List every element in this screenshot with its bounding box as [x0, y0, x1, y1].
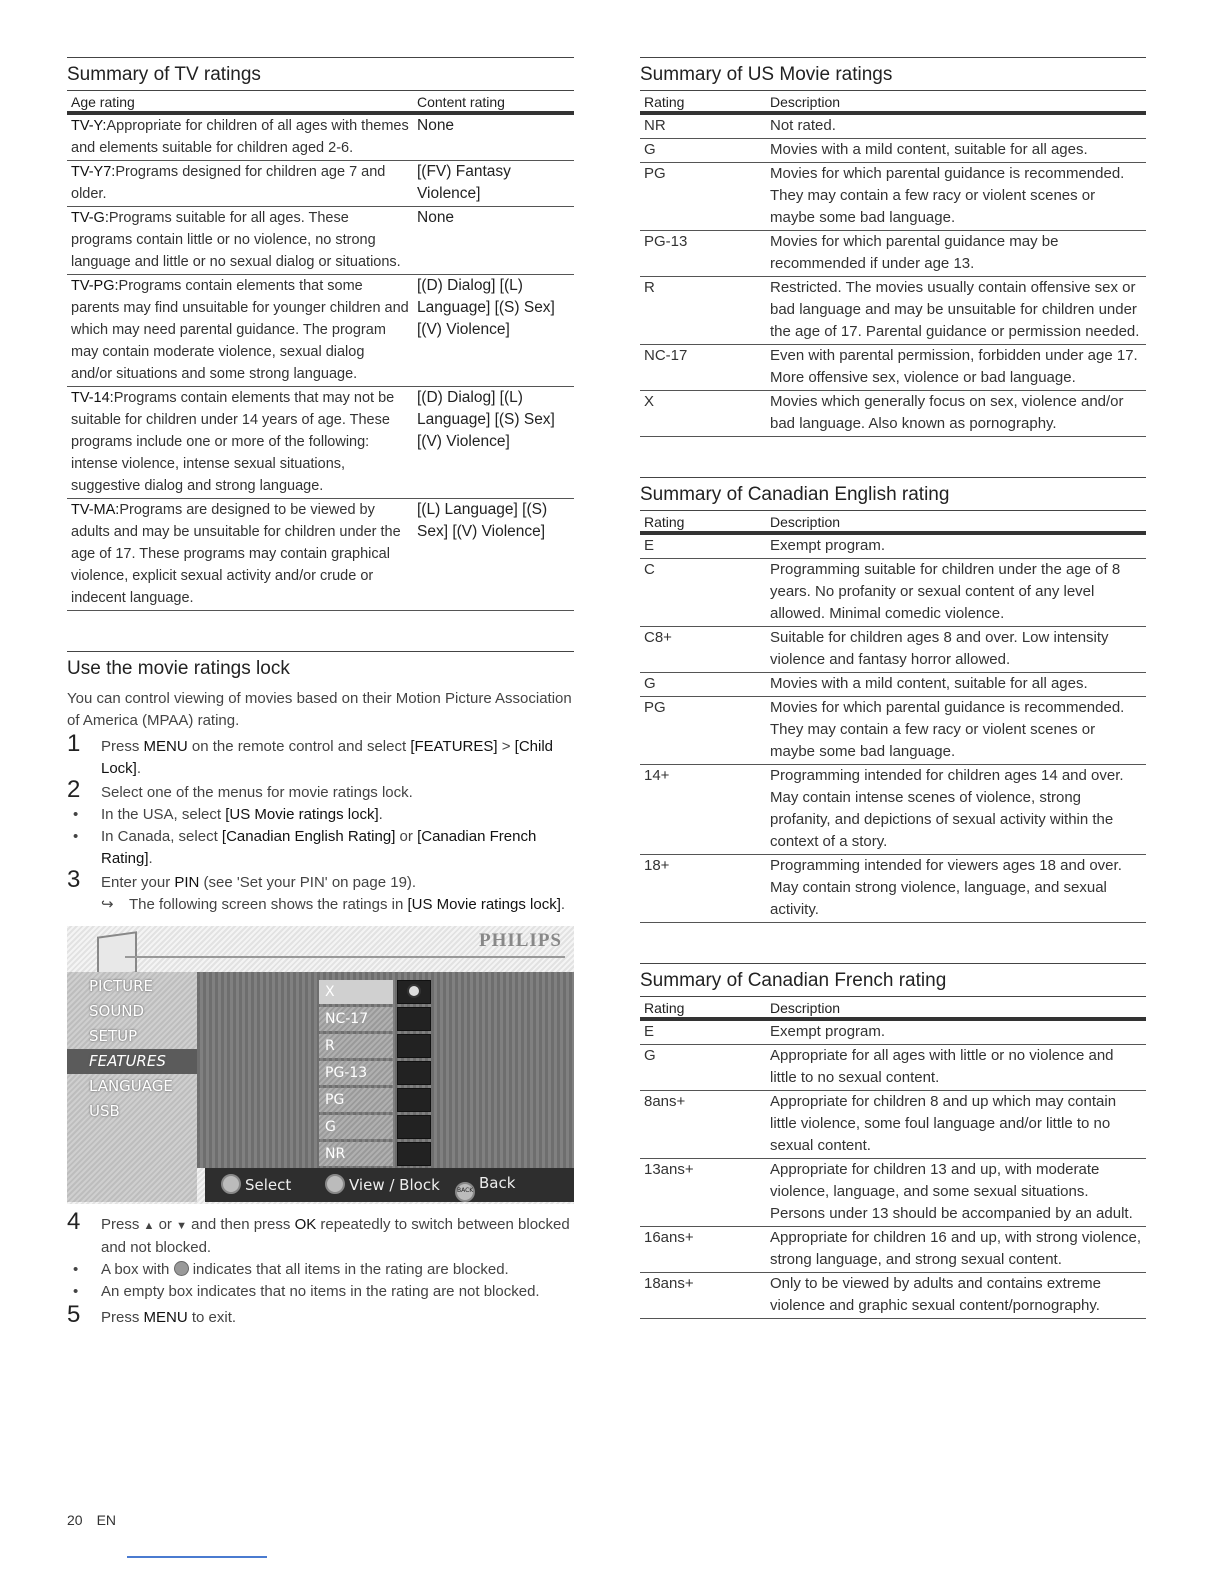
rating-cell: NR — [640, 113, 766, 139]
menu-key: MENU — [143, 738, 188, 755]
bullet-text: In Canada, select — [101, 828, 222, 845]
description-cell: Only to be viewed by adults and contains extreme violence and graphic sexual content/pornography. — [766, 1273, 1146, 1319]
child-lock-option: [Child Lock] — [101, 738, 554, 777]
result-arrow-icon: ↪ — [101, 896, 114, 913]
rating-item[interactable]: R — [319, 1034, 393, 1058]
features-option: [FEATURES] — [410, 738, 498, 755]
us-lock-option: [US Movie ratings lock] — [407, 896, 561, 913]
rating-description: Appropriate for children of all ages with themes and elements suitable for children aged 2-6. — [71, 118, 409, 156]
step-text: Select one of the menus for movie ratings lock. — [101, 784, 413, 801]
table-row — [640, 391, 1146, 437]
rating-code: TV-PG: — [71, 278, 119, 294]
table-row — [640, 345, 1146, 391]
rating-cell: 18+ — [640, 855, 766, 923]
tv-ratings-table — [67, 90, 574, 611]
step-text: Enter your — [101, 874, 175, 891]
table-row — [640, 673, 1146, 697]
menu-key: MENU — [143, 1309, 188, 1326]
lock-icon — [174, 1261, 189, 1276]
step-number: 1 — [67, 730, 81, 757]
bullet-text: . — [378, 806, 383, 823]
bullet-text: A box with — [101, 1261, 174, 1278]
description-cell: Appropriate for children 8 and up which may contain little violence, some foul language and/or little to no sexual content. — [766, 1091, 1146, 1159]
step-text: > — [497, 738, 515, 755]
description-cell: Not rated. — [766, 113, 1146, 139]
left-column — [67, 57, 574, 1329]
step-text: or — [154, 1216, 177, 1233]
bullet-box-locked — [67, 1259, 574, 1281]
table-header-row — [67, 91, 574, 114]
rating-code: TV-MA: — [71, 502, 120, 518]
tv-ratings-title: Summary of TV ratings — [67, 57, 574, 90]
rating-cell: 16ans+ — [640, 1227, 766, 1273]
language-code: EN — [96, 1512, 117, 1528]
rating-cell: R — [640, 277, 766, 345]
age-rating-cell — [67, 275, 413, 387]
pin-key: PIN — [174, 874, 200, 891]
bullet-canada — [67, 826, 574, 870]
rating-cell: 8ans+ — [640, 1091, 766, 1159]
table-row — [67, 113, 574, 161]
description-cell: Exempt program. — [766, 1019, 1146, 1045]
age-rating-cell — [67, 387, 413, 499]
ca-english-table — [640, 510, 1146, 923]
step-text: Press — [101, 738, 144, 755]
rating-item[interactable]: NC-17 — [319, 1007, 393, 1031]
step-text: Press — [101, 1216, 144, 1233]
rating-cell: PG — [640, 697, 766, 765]
bullet-text: . — [148, 850, 153, 867]
description-cell: Suitable for children ages 8 and over. Low intensity violence and fantasy horror allowed. — [766, 627, 1146, 673]
content-rating-cell: [(D) Dialog] [(L) Language] [(S) Sex] [(V) Violence] — [413, 387, 574, 499]
ca-french-table — [640, 996, 1146, 1319]
description-cell: Movies which generally focus on sex, violence and/or bad language. Also known as pornography. — [766, 391, 1146, 437]
rating-cell: 13ans+ — [640, 1159, 766, 1227]
bullet-dot: • — [73, 1283, 79, 1300]
rating-description: Programs designed for children age 7 and older. — [71, 164, 386, 202]
step-2 — [67, 776, 574, 804]
up-arrow-icon: ▲ — [143, 1220, 155, 1232]
bullet-text: indicates that all items in the rating are blocked. — [188, 1261, 509, 1278]
description-cell: Movies for which parental guidance is recommended. They may contain a few racy or violent scenes or maybe some bad language. — [766, 163, 1146, 231]
content-rating-cell: [(L) Language] [(S) Sex] [(V) Violence] — [413, 499, 574, 611]
block-checkbox[interactable] — [397, 1142, 431, 1166]
result-text: The following screen shows the ratings in — [129, 896, 408, 913]
rating-cell: C — [640, 559, 766, 627]
rating-description: Programs contain elements that may not be suitable for children under 14 years of age. These programs include one or more of the following: intense violence, intense sexual situations, suggestive dialog and strong language. — [71, 390, 395, 494]
us-movie-title: Summary of US Movie ratings — [640, 57, 1146, 90]
back-hint — [455, 1174, 515, 1202]
rating-item[interactable]: PG-13 — [319, 1061, 393, 1085]
column-header: Age rating — [67, 91, 413, 114]
table-row — [640, 627, 1146, 673]
description-cell: Programming intended for children ages 14 and over. May contain intense scenes of violence, strong profanity, and depictions of sexual activity within the context of a story. — [766, 765, 1146, 855]
rating-item[interactable]: G — [319, 1115, 393, 1139]
column-header: Rating — [640, 997, 766, 1020]
rating-code: TV-Y: — [71, 118, 107, 134]
table-row — [640, 533, 1146, 559]
description-cell: Movies for which parental guidance is recommended. They may contain a few racy or violent scenes or maybe some bad language. — [766, 697, 1146, 765]
age-rating-cell — [67, 207, 413, 275]
rating-cell: 14+ — [640, 765, 766, 855]
table-row — [640, 1019, 1146, 1045]
rating-cell: G — [640, 139, 766, 163]
table-header-row — [640, 91, 1146, 114]
block-checkbox[interactable] — [397, 1007, 431, 1031]
description-cell: Programming intended for viewers ages 18 and over. May contain strong violence, language, and sexual activity. — [766, 855, 1146, 923]
step-text: on the remote control and select — [187, 738, 411, 755]
age-rating-cell — [67, 499, 413, 611]
table-row — [640, 765, 1146, 855]
bullet-usa — [67, 804, 574, 826]
step-text: . — [136, 760, 142, 777]
navigate-icon — [221, 1174, 241, 1194]
block-checkbox[interactable] — [397, 1088, 431, 1112]
table-row — [67, 161, 574, 207]
page-footer — [67, 1512, 116, 1528]
divider — [125, 956, 565, 958]
column-header: Rating — [640, 91, 766, 114]
table-row — [640, 113, 1146, 139]
block-checkbox[interactable] — [397, 1115, 431, 1139]
step-number: 5 — [67, 1301, 81, 1328]
step-text: to exit. — [187, 1309, 237, 1326]
rating-code: TV-G: — [71, 210, 109, 226]
table-row — [67, 207, 574, 275]
rating-cell: E — [640, 1019, 766, 1045]
right-column — [640, 57, 1146, 1319]
step-number: 2 — [67, 776, 81, 803]
step-1 — [67, 730, 574, 780]
rating-cell: C8+ — [640, 627, 766, 673]
table-row — [640, 163, 1146, 231]
rating-cell: NC-17 — [640, 345, 766, 391]
us-lock-option: [US Movie ratings lock] — [225, 806, 379, 823]
menu-item-picture[interactable]: PICTURE — [89, 977, 153, 995]
rating-description: Programs are designed to be viewed by adults and may be unsuitable for children under the age of 17. These programs may contain graphical violence, explicit sexual activity and/or crude or indecent language. — [71, 502, 401, 606]
menu-item-sound[interactable]: SOUND — [89, 1002, 145, 1020]
step-text: (see 'Set your PIN' on page 19). — [199, 874, 417, 891]
step-3 — [67, 866, 574, 894]
lock-section-title: Use the movie ratings lock — [67, 651, 574, 684]
ca-english-option: [Canadian English Rating] — [221, 828, 396, 845]
block-checkboxes — [397, 980, 431, 1169]
table-row — [640, 139, 1146, 163]
block-checkbox[interactable] — [397, 1034, 431, 1058]
table-row — [67, 387, 574, 499]
philips-logo: PHILIPS — [478, 930, 562, 951]
block-checkbox[interactable] — [397, 1061, 431, 1085]
menu-item-language[interactable]: LANGUAGE — [89, 1077, 173, 1095]
description-cell: Appropriate for children 16 and up, with strong violence, strong language, and strong sexual content. — [766, 1227, 1146, 1273]
table-header-row — [640, 511, 1146, 534]
rating-description: Programs contain elements that some parents may find unsuitable for younger children and which may need parental guidance. The program may contain moderate violence, sexual dialog and/or situations and some strong language. — [71, 278, 409, 382]
hint-label: View / Block — [349, 1176, 440, 1194]
down-arrow-icon: ▼ — [176, 1220, 187, 1232]
step-text: repeatedly to switch between blocked and not blocked. — [101, 1216, 570, 1256]
bullet-dot: • — [73, 828, 79, 845]
column-header: Rating — [640, 511, 766, 534]
ok-key: OK — [294, 1216, 317, 1233]
ca-french-option: [Canadian French Rating] — [101, 828, 537, 867]
rating-code: TV-14: — [71, 390, 114, 406]
rating-list — [319, 980, 393, 1169]
rating-cell: 18ans+ — [640, 1273, 766, 1319]
table-row — [640, 1273, 1146, 1319]
rating-code: TV-Y7: — [71, 164, 116, 180]
bullet-text: In the USA, select — [101, 806, 226, 823]
hint-label: Select — [245, 1176, 292, 1194]
block-checkbox[interactable] — [397, 980, 431, 1004]
rating-cell: G — [640, 673, 766, 697]
us-movie-table — [640, 90, 1146, 437]
rating-item[interactable]: NR — [319, 1142, 393, 1166]
view-block-hint — [325, 1174, 440, 1194]
description-cell: Restricted. The movies usually contain offensive sex or bad language and may be unsuitable for children under the age of 17. Parental guidance or permission needed. — [766, 277, 1146, 345]
table-row — [640, 697, 1146, 765]
description-cell: Movies with a mild content, suitable for all ages. — [766, 673, 1146, 697]
lock-icon — [407, 984, 421, 998]
age-rating-cell — [67, 161, 413, 207]
column-header: Content rating — [413, 91, 574, 114]
table-row — [67, 275, 574, 387]
step-4 — [67, 1208, 574, 1259]
menu-item-setup[interactable]: SETUP — [89, 1027, 138, 1045]
table-row — [640, 855, 1146, 923]
rating-cell: X — [640, 391, 766, 437]
content-rating-cell: None — [413, 113, 574, 161]
hint-label: Back — [479, 1174, 516, 1192]
ca-english-title: Summary of Canadian English rating — [640, 477, 1146, 510]
column-header: Description — [766, 997, 1146, 1020]
step-text: Press — [101, 1309, 144, 1326]
table-row — [640, 1045, 1146, 1091]
content-rating-cell: [(D) Dialog] [(L) Language] [(S) Sex] [(V) Violence] — [413, 275, 574, 387]
ca-french-title: Summary of Canadian French rating — [640, 963, 1146, 996]
rating-cell: G — [640, 1045, 766, 1091]
bullet-dot: • — [73, 1261, 79, 1278]
rating-item[interactable]: PG — [319, 1088, 393, 1112]
content-rating-cell: [(FV) Fantasy Violence] — [413, 161, 574, 207]
back-icon: BACK — [455, 1182, 475, 1202]
divider — [127, 1556, 267, 1558]
table-row — [640, 1091, 1146, 1159]
bullet-empty-box — [67, 1281, 574, 1303]
result-text: . — [560, 896, 566, 913]
step-5 — [67, 1301, 574, 1329]
column-header: Description — [766, 511, 1146, 534]
tv-menu-screenshot — [67, 926, 574, 1204]
rating-item[interactable]: X — [319, 980, 393, 1004]
description-cell: Appropriate for all ages with little or no violence and little to no sexual content. — [766, 1045, 1146, 1091]
table-row — [640, 1227, 1146, 1273]
table-row — [640, 231, 1146, 277]
menu-item-usb[interactable]: USB — [89, 1102, 120, 1120]
table-header-row — [640, 997, 1146, 1020]
description-cell: Programming suitable for children under the age of 8 years. No profanity or sexual content of any level allowed. Minimal comedic violence. — [766, 559, 1146, 627]
column-header: Description — [766, 91, 1146, 114]
content-rating-cell: None — [413, 207, 574, 275]
page-number: 20 — [67, 1512, 83, 1528]
button-help-bar — [205, 1168, 574, 1202]
ratings-panel — [197, 972, 574, 1168]
step-number: 3 — [67, 866, 81, 893]
bullet-text: or — [395, 828, 418, 845]
rating-cell: E — [640, 533, 766, 559]
menu-item-features[interactable]: FEATURES — [67, 1049, 197, 1074]
description-cell: Appropriate for children 13 and up, with moderate violence, language, and some sexual situations. Persons under 13 should be accompanied by an adult. — [766, 1159, 1146, 1227]
description-cell: Exempt program. — [766, 533, 1146, 559]
age-rating-cell — [67, 113, 413, 161]
select-hint — [221, 1174, 291, 1194]
step-text: and then press — [186, 1216, 295, 1233]
description-cell: Even with parental permission, forbidden under age 17. More offensive sex, violence or bad language. — [766, 345, 1146, 391]
bullet-dot: • — [73, 806, 79, 823]
step-number: 4 — [67, 1208, 81, 1235]
rating-cell: PG — [640, 163, 766, 231]
table-row — [640, 559, 1146, 627]
rating-cell: PG-13 — [640, 231, 766, 277]
description-cell: Movies with a mild content, suitable for all ages. — [766, 139, 1146, 163]
ok-icon — [325, 1174, 345, 1194]
lock-intro: You can control viewing of movies based on their Motion Picture Association of America (MPAA) rating. — [67, 690, 572, 729]
tv-main-menu — [67, 972, 197, 1202]
step-3-result — [67, 894, 574, 916]
table-row — [67, 499, 574, 611]
rating-description: Programs suitable for all ages. These programs contain little or no violence, no strong language and little or no sexual dialog or situations. — [71, 210, 401, 270]
table-row — [640, 277, 1146, 345]
bullet-text: An empty box indicates that no items in the rating are not blocked. — [101, 1283, 540, 1300]
description-cell: Movies for which parental guidance may be recommended if under age 13. — [766, 231, 1146, 277]
table-row — [640, 1159, 1146, 1227]
